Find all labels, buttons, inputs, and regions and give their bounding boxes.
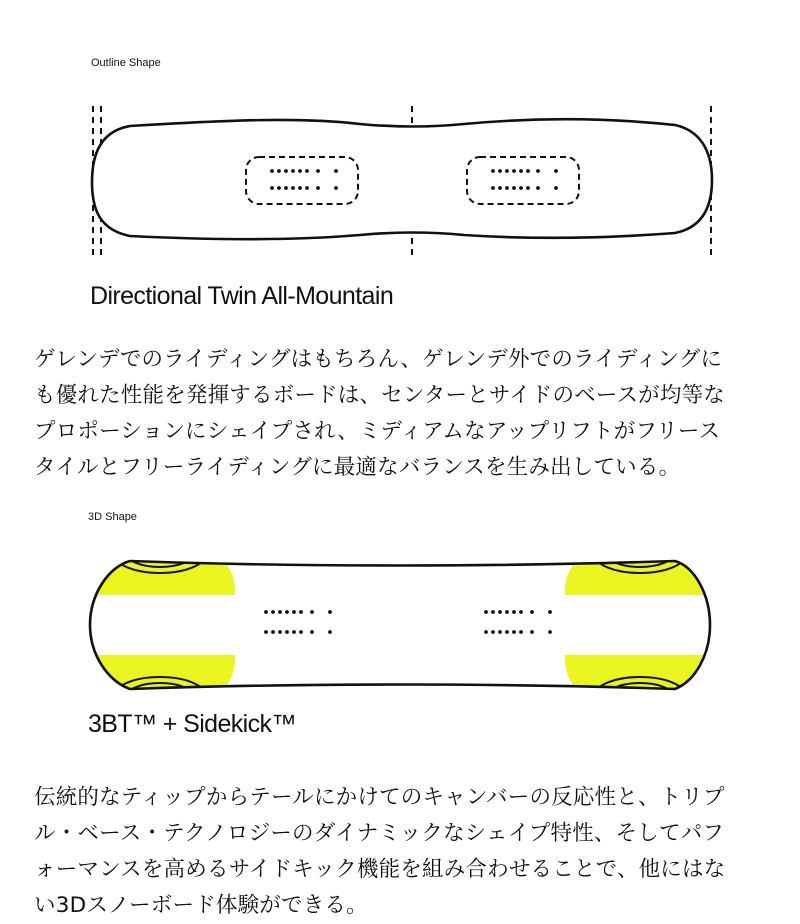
outline-shape-description bbox=[34, 342, 774, 486]
tip-top-contours bbox=[115, 537, 205, 573]
tail-bottom-contours bbox=[595, 677, 685, 713]
description-line: ル・ベース・テクノロジーのダイナミックなシェイプ特性、そしてパフ bbox=[34, 821, 725, 846]
board-outline bbox=[92, 119, 712, 239]
tip-bottom-contours bbox=[115, 677, 205, 713]
3d-shape-description bbox=[34, 780, 774, 924]
description-line: い3Dスノーボード体験ができる。 bbox=[34, 893, 368, 918]
3d-shape-diagram bbox=[0, 555, 800, 705]
description-line: ォーマンスを高めるサイドキック機能を組み合わせることで、他にはな bbox=[34, 857, 726, 882]
description-line: 伝統的なティップからテールにかけてのキャンバーの反応性と、トリプ bbox=[34, 785, 725, 810]
description-line: プロポーションにシェイプされ、ミディアムなアップリフトがフリース bbox=[34, 419, 721, 444]
outline-shape-label: Outline Shape bbox=[91, 57, 161, 69]
description-line: ゲレンデでのライディングはもちろん、ゲレンデ外でのライディングに bbox=[34, 347, 723, 372]
3d-shape-label: 3D Shape bbox=[88, 511, 137, 523]
outline-shape-title: Directional Twin All-Mountain bbox=[90, 282, 394, 310]
3d-shape-title: 3BT™ + Sidekick™ bbox=[88, 710, 296, 738]
tail-top-contours bbox=[595, 537, 685, 573]
description-line: タイルとフリーライディングに最適なバランスを生み出している。 bbox=[34, 455, 681, 480]
description-line: も優れた性能を発揮するボードは、センターとサイドのベースが均等な bbox=[34, 383, 725, 408]
outline-shape-diagram bbox=[0, 100, 800, 260]
